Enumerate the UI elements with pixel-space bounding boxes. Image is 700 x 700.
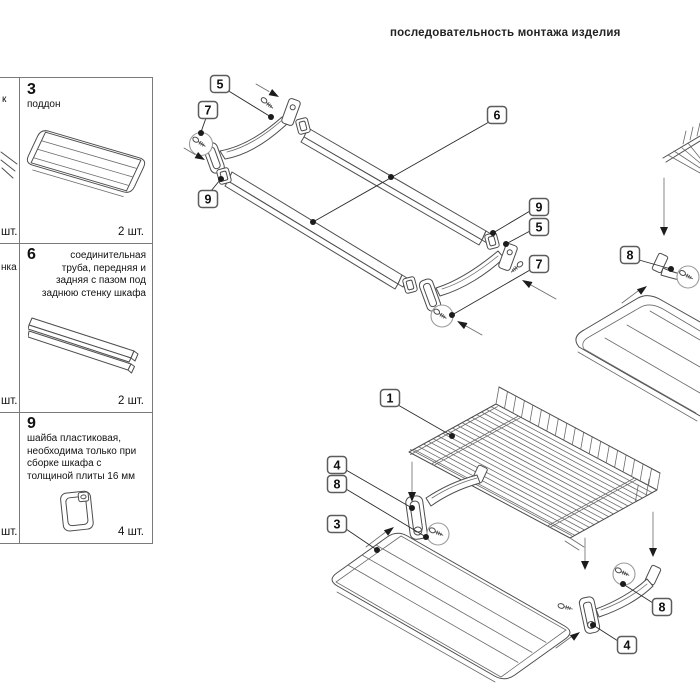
- callout-8-mid-right: [621, 247, 640, 264]
- part-name: соединительная труба, передняя и задняя с пазом под заднюю стенку шкафа: [41, 250, 146, 299]
- part-qty: 4 шт.: [117, 526, 144, 538]
- connecting-tube-front: [225, 172, 407, 289]
- svg-text:4: 4: [333, 458, 341, 473]
- svg-text:8: 8: [626, 248, 634, 263]
- callout-1-rack: [381, 390, 400, 407]
- cut-text: нка: [1, 262, 17, 273]
- part-name: поддон: [27, 99, 61, 110]
- mid-right-assembly: [576, 123, 700, 421]
- crossbar-bracket-right: [418, 243, 524, 313]
- cut-qty: шт.: [1, 226, 18, 238]
- svg-text:7: 7: [535, 257, 543, 272]
- callout-7-top-right: [530, 256, 549, 273]
- part-number: 6: [27, 246, 36, 263]
- slide-arrow: [637, 286, 647, 295]
- svg-text:9: 9: [535, 200, 543, 215]
- callout-7-top-left: [199, 102, 218, 119]
- callout-3-tray: [328, 516, 347, 533]
- part-number: 9: [27, 415, 36, 432]
- svg-text:4: 4: [623, 638, 631, 653]
- callout-9-top-right: [530, 199, 549, 216]
- wire-rack: [409, 387, 660, 550]
- callout-5-top-right: [530, 219, 549, 236]
- connecting-tube-rear: [301, 128, 491, 245]
- page-title: последовательность монтажа изделия: [390, 27, 621, 39]
- drop-arrow: [581, 561, 589, 570]
- callout-6-tube: [488, 107, 507, 124]
- svg-text:6: 6: [493, 108, 501, 123]
- svg-text:7: 7: [204, 103, 212, 118]
- magnifier-screw-bottom: [427, 523, 449, 545]
- callout-4-bottom-right: [618, 637, 637, 654]
- callout-4-bottom-left: [328, 457, 347, 474]
- tray-bottom: [332, 533, 570, 682]
- drop-arrow: [649, 548, 657, 557]
- svg-text:8: 8: [333, 477, 341, 492]
- plastic-washer: [295, 117, 310, 135]
- plastic-washer: [402, 276, 417, 294]
- callout-8-bottom-right: [653, 599, 672, 616]
- svg-text:5: 5: [535, 220, 543, 235]
- svg-text:1: 1: [386, 391, 394, 406]
- wire-rack-corner: [663, 123, 700, 173]
- svg-text:8: 8: [658, 600, 666, 615]
- tray-right: [576, 296, 700, 421]
- part-name: шайба пластиковая, необходима только при сборке шкафа с толщиной плиты 16 мм: [27, 433, 137, 482]
- callout-5-top-left: [211, 76, 230, 93]
- part-qty: 2 шт.: [117, 226, 144, 238]
- part-qty: 2 шт.: [117, 395, 144, 407]
- drop-arrow: [660, 227, 668, 236]
- svg-text:3: 3: [333, 517, 341, 532]
- cut-text: к: [2, 94, 7, 105]
- cut-qty: шт.: [1, 526, 18, 538]
- cut-qty: шт.: [1, 395, 18, 407]
- part-number: 3: [27, 81, 36, 98]
- screw-icon: [260, 97, 274, 110]
- magnifier-screw: [677, 266, 699, 288]
- callout-leaders: [198, 90, 674, 641]
- callout-9-top-left: [199, 191, 218, 208]
- bottom-assembly: [332, 387, 661, 682]
- callout-8-bottom-left: [328, 476, 347, 493]
- screw-icon: [558, 603, 573, 611]
- svg-text:5: 5: [216, 77, 224, 92]
- svg-text:9: 9: [204, 192, 212, 207]
